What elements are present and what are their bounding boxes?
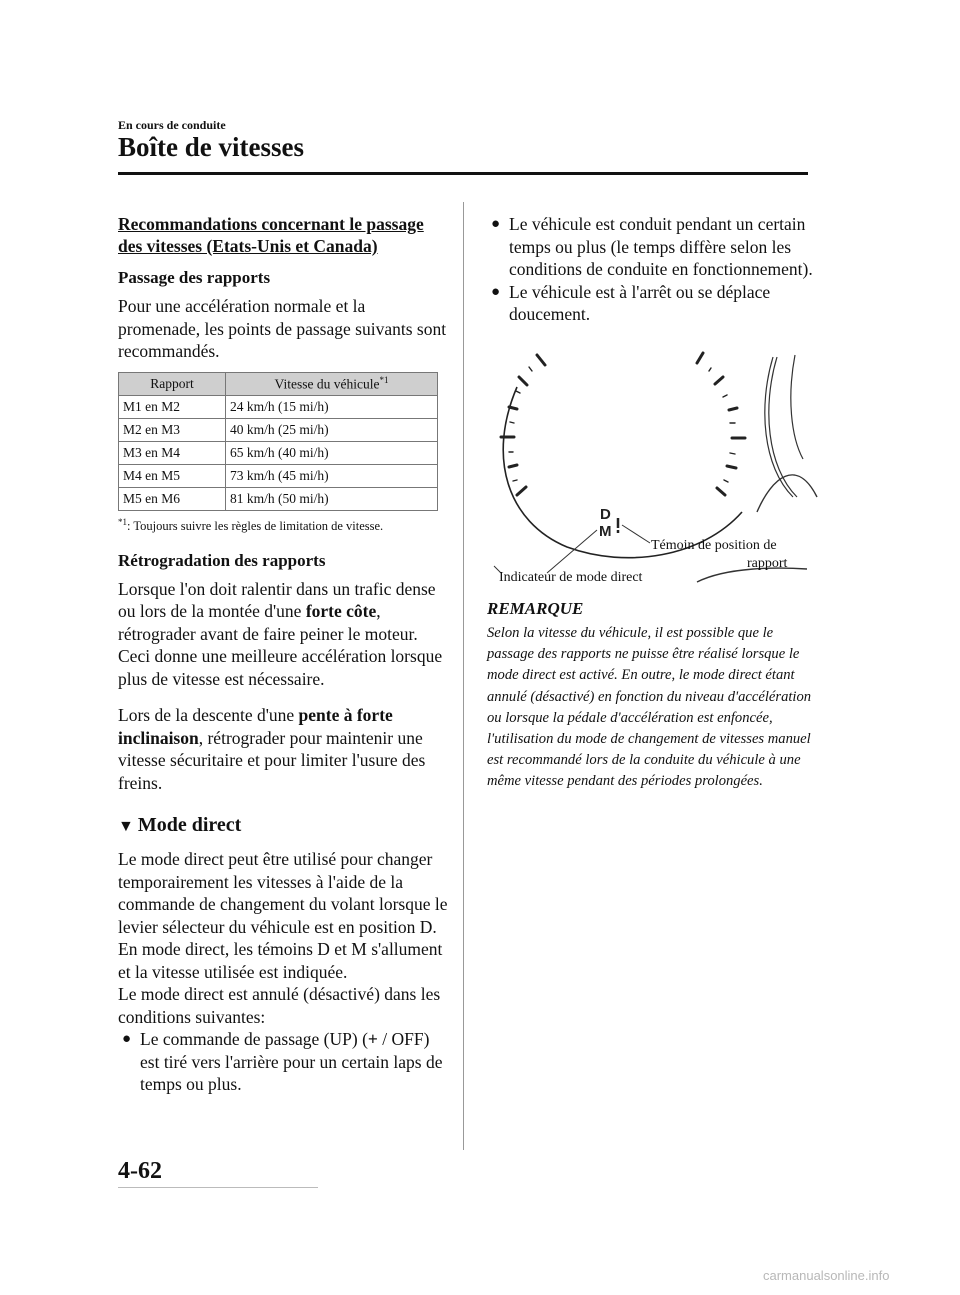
- upshift-subheading: Passage des rapports: [118, 268, 271, 287]
- downshift-subheading: Rétrogradation des rapports: [118, 550, 326, 570]
- note-text: Selon la vitesse du véhicule, il est possible que le passage des rapports ne puisse être réalisé lorsque le mode direct est activé. En outre, le mode direct étant annulé (désactivé) en fonction du niveau d'accélération ou lorsque la pédale d'accélération est enfoncée, l'utilisation du mode de changement de vitesses manuel est recommandé lors de la conduite du véhicule à une même vitesse pendant des périodes prolongées.: [487, 625, 812, 790]
- recommendations-heading: Recommandations concernant le passage des vitesses (Etats-Unis et Canada): [118, 214, 424, 256]
- table-row: M2 en M3 40 km/h (25 mi/h): [119, 418, 438, 441]
- section-label: En cours de conduite: [118, 118, 226, 132]
- upshift-intro: Pour une accélération normale et la promenade, les points de passage suivants sont recommandés.: [118, 296, 447, 361]
- table-row: M3 en M4 65 km/h (40 mi/h): [119, 441, 438, 464]
- downshift-paragraph-1: Lorsque l'on doit ralentir dans un trafic dense ou lors de la montée d'une forte côte, rétrograder avant de faire peiner le moteur. Ceci donne une meilleure accélération lorsque plus de vitesse est nécessaire.: [118, 578, 443, 689]
- downshift-paragraph-2: Lors de la descente d'une pente à forte inclinaison, rétrograder pour maintenir une vitesse sécuritaire et pour limiter l'usure des freins.: [118, 705, 426, 793]
- mode-direct-paragraph-2: En mode direct, les témoins D et M s'allument et la vitesse utilisée est indiquée.: [118, 939, 443, 982]
- list-item: ● Le véhicule est à l'arrêt ou se déplace doucement.: [491, 281, 771, 324]
- bullet-icon: ●: [491, 216, 501, 232]
- mode-direct-paragraph-1: Le mode direct peut être utilisé pour changer temporairement les vitesses à l'aide de la commande de changement du volant lorsque le levier sélecteur du véhicule est en position D.: [118, 849, 448, 937]
- right-column: [487, 213, 817, 326]
- footer-rule: [118, 1187, 318, 1188]
- triangle-down-icon: ▼: [118, 818, 134, 836]
- list-item: ● Le véhicule est conduit pendant un certain temps ou plus (le temps diffère selon les conditions de conduite en fonctionnement).: [491, 214, 813, 279]
- table-header-speed: Vitesse du véhicule$^{*1}$: [226, 372, 438, 395]
- left-column: [118, 213, 448, 1096]
- mode-direct-paragraph-3: Le mode direct est annulé (désactivé) dans les conditions suivantes:: [118, 984, 441, 1027]
- cancel-conditions-list-continued: [487, 213, 817, 326]
- label-temoin-line-1: Témoin de position de: [651, 538, 777, 553]
- plus-icon: +: [367, 1029, 378, 1050]
- table-header-gear: Rapport: [119, 372, 226, 395]
- label-temoin-line-2: rapport: [747, 556, 788, 571]
- note-box: [487, 599, 812, 793]
- page-title: Boîte de vitesses: [118, 132, 304, 162]
- label-indicateur: Indicateur de mode direct: [499, 570, 643, 585]
- cancel-conditions-list: [118, 1028, 448, 1096]
- list-item: ● Le commande de passage (UP) (+ / OFF) est tiré vers l'arrière pour un certain laps de temps ou plus.: [122, 1029, 443, 1095]
- bullet-icon: ●: [122, 1031, 132, 1048]
- bullet-icon: ●: [491, 283, 501, 300]
- title-rule: [118, 172, 808, 175]
- table-footnote: $^{*1}$: Toujours suivre les règles de limitation de vitesse.: [118, 516, 384, 533]
- page-number: 4-62: [118, 1158, 162, 1184]
- table-row: M5 en M6 81 km/h (50 mi/h): [119, 487, 438, 510]
- note-title: REMARQUE: [487, 599, 584, 618]
- instrument-cluster-figure: [487, 347, 827, 597]
- shift-points-table: [118, 372, 438, 511]
- gauge-illustration: [487, 347, 827, 597]
- indicator-letter-m: M: [599, 523, 612, 540]
- mode-direct-heading: ▼ Mode direct: [118, 812, 448, 840]
- table-row: M4 en M5 73 km/h (45 mi/h): [119, 464, 438, 487]
- column-divider: [463, 202, 464, 1150]
- watermark: carmanualsonline.info: [763, 1268, 890, 1283]
- indicator-letter-d: D: [600, 506, 611, 523]
- table-row: M1 en M2 24 km/h (15 mi/h): [119, 395, 438, 418]
